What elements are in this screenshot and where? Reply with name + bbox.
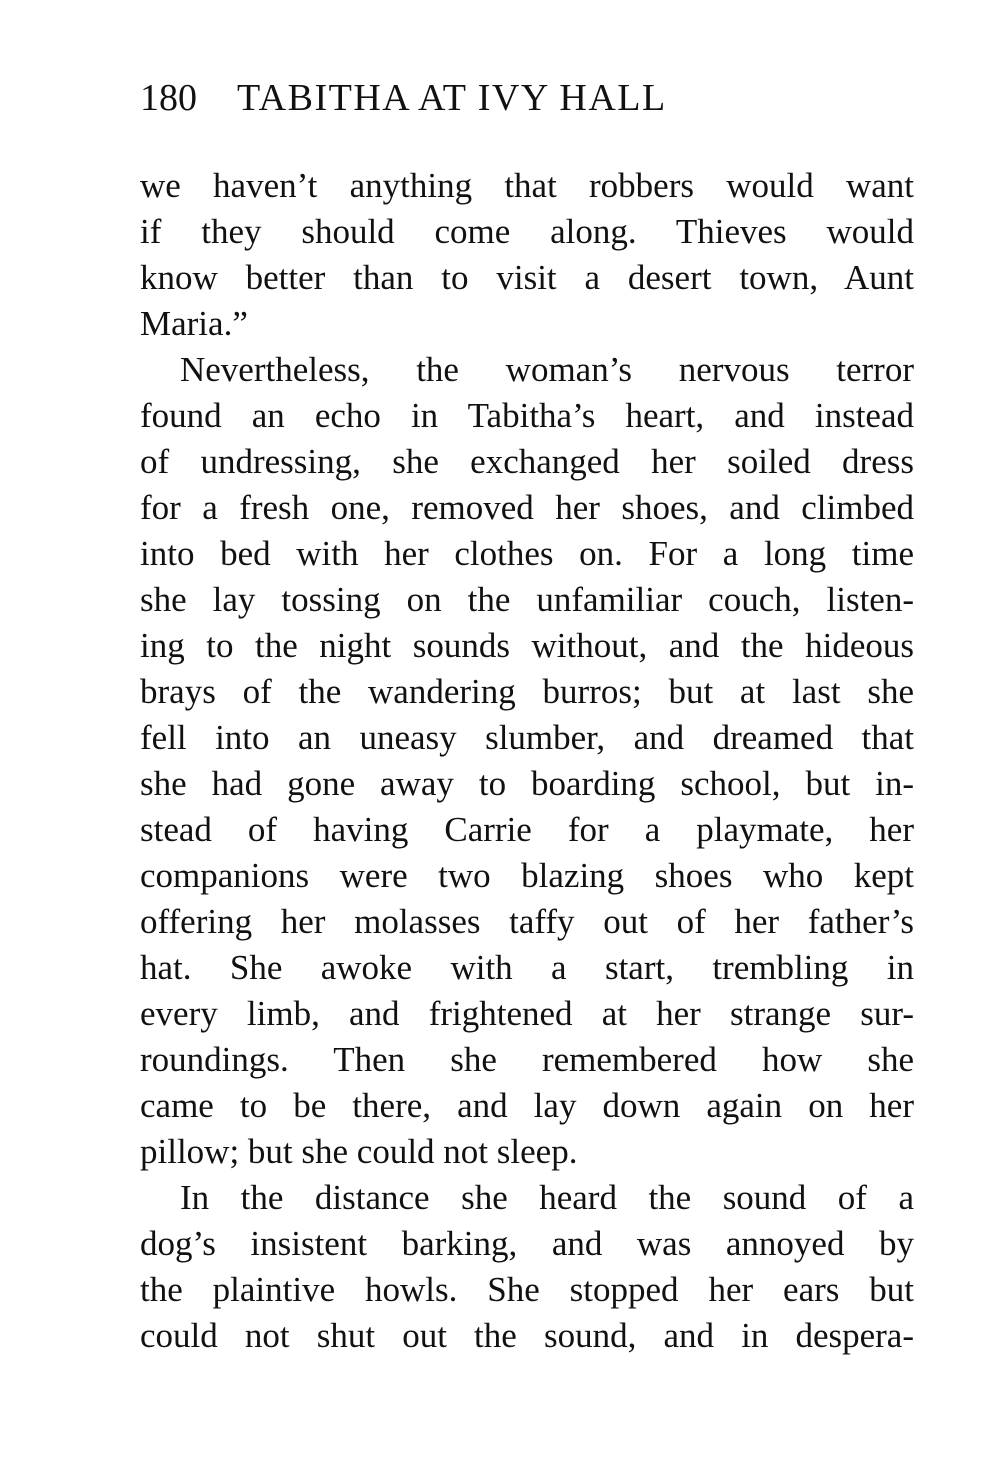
text-line: the plaintive howls. She stopped her ears but: [140, 1270, 914, 1309]
paragraph-start-line: Nevertheless, the woman’s nervous terror: [180, 350, 914, 389]
text-line: Maria.”: [140, 304, 248, 343]
text-line: found an echo in Tabitha’s heart, and instead: [140, 396, 914, 435]
text-line: hat. She awoke with a start, trembling in: [140, 948, 914, 987]
text-line: offering her molasses taffy out of her father’s: [140, 902, 914, 941]
text-line: stead of having Carrie for a playmate, her: [140, 810, 914, 849]
text-line: pillow; but she could not sleep.: [140, 1132, 578, 1171]
text-line: we haven’t anything that robbers would want: [140, 166, 914, 205]
text-line: she had gone away to boarding school, but in-: [140, 764, 914, 803]
text-line: if they should come along. Thieves would: [140, 212, 914, 251]
text-line: know better than to visit a desert town, Aunt: [140, 258, 914, 297]
body-text: [140, 163, 914, 1359]
text-line: every limb, and frightened at her strange sur-: [140, 994, 914, 1033]
text-line: roundings. Then she remembered how she: [140, 1040, 914, 1079]
text-line: brays of the wandering burros; but at last she: [140, 672, 914, 711]
text-line: ing to the night sounds without, and the hideous: [140, 626, 914, 665]
text-line: fell into an uneasy slumber, and dreamed that: [140, 718, 914, 757]
text-line: dog’s insistent barking, and was annoyed by: [140, 1224, 914, 1263]
text-line: companions were two blazing shoes who kept: [140, 856, 914, 895]
text-line: came to be there, and lay down again on her: [140, 1086, 914, 1125]
paragraph-start-line: In the distance she heard the sound of a: [180, 1178, 914, 1217]
text-line: into bed with her clothes on. For a long time: [140, 534, 914, 573]
text-line: of undressing, she exchanged her soiled dress: [140, 442, 914, 481]
book-title: TABITHA AT IVY HALL: [237, 77, 667, 119]
text-line: could not shut out the sound, and in despera-: [140, 1316, 914, 1355]
text-line: she lay tossing on the unfamiliar couch, listen-: [140, 580, 914, 619]
text-line: for a fresh one, removed her shoes, and climbed: [140, 488, 914, 527]
page-number: 180: [140, 77, 197, 119]
running-head: [140, 72, 840, 124]
